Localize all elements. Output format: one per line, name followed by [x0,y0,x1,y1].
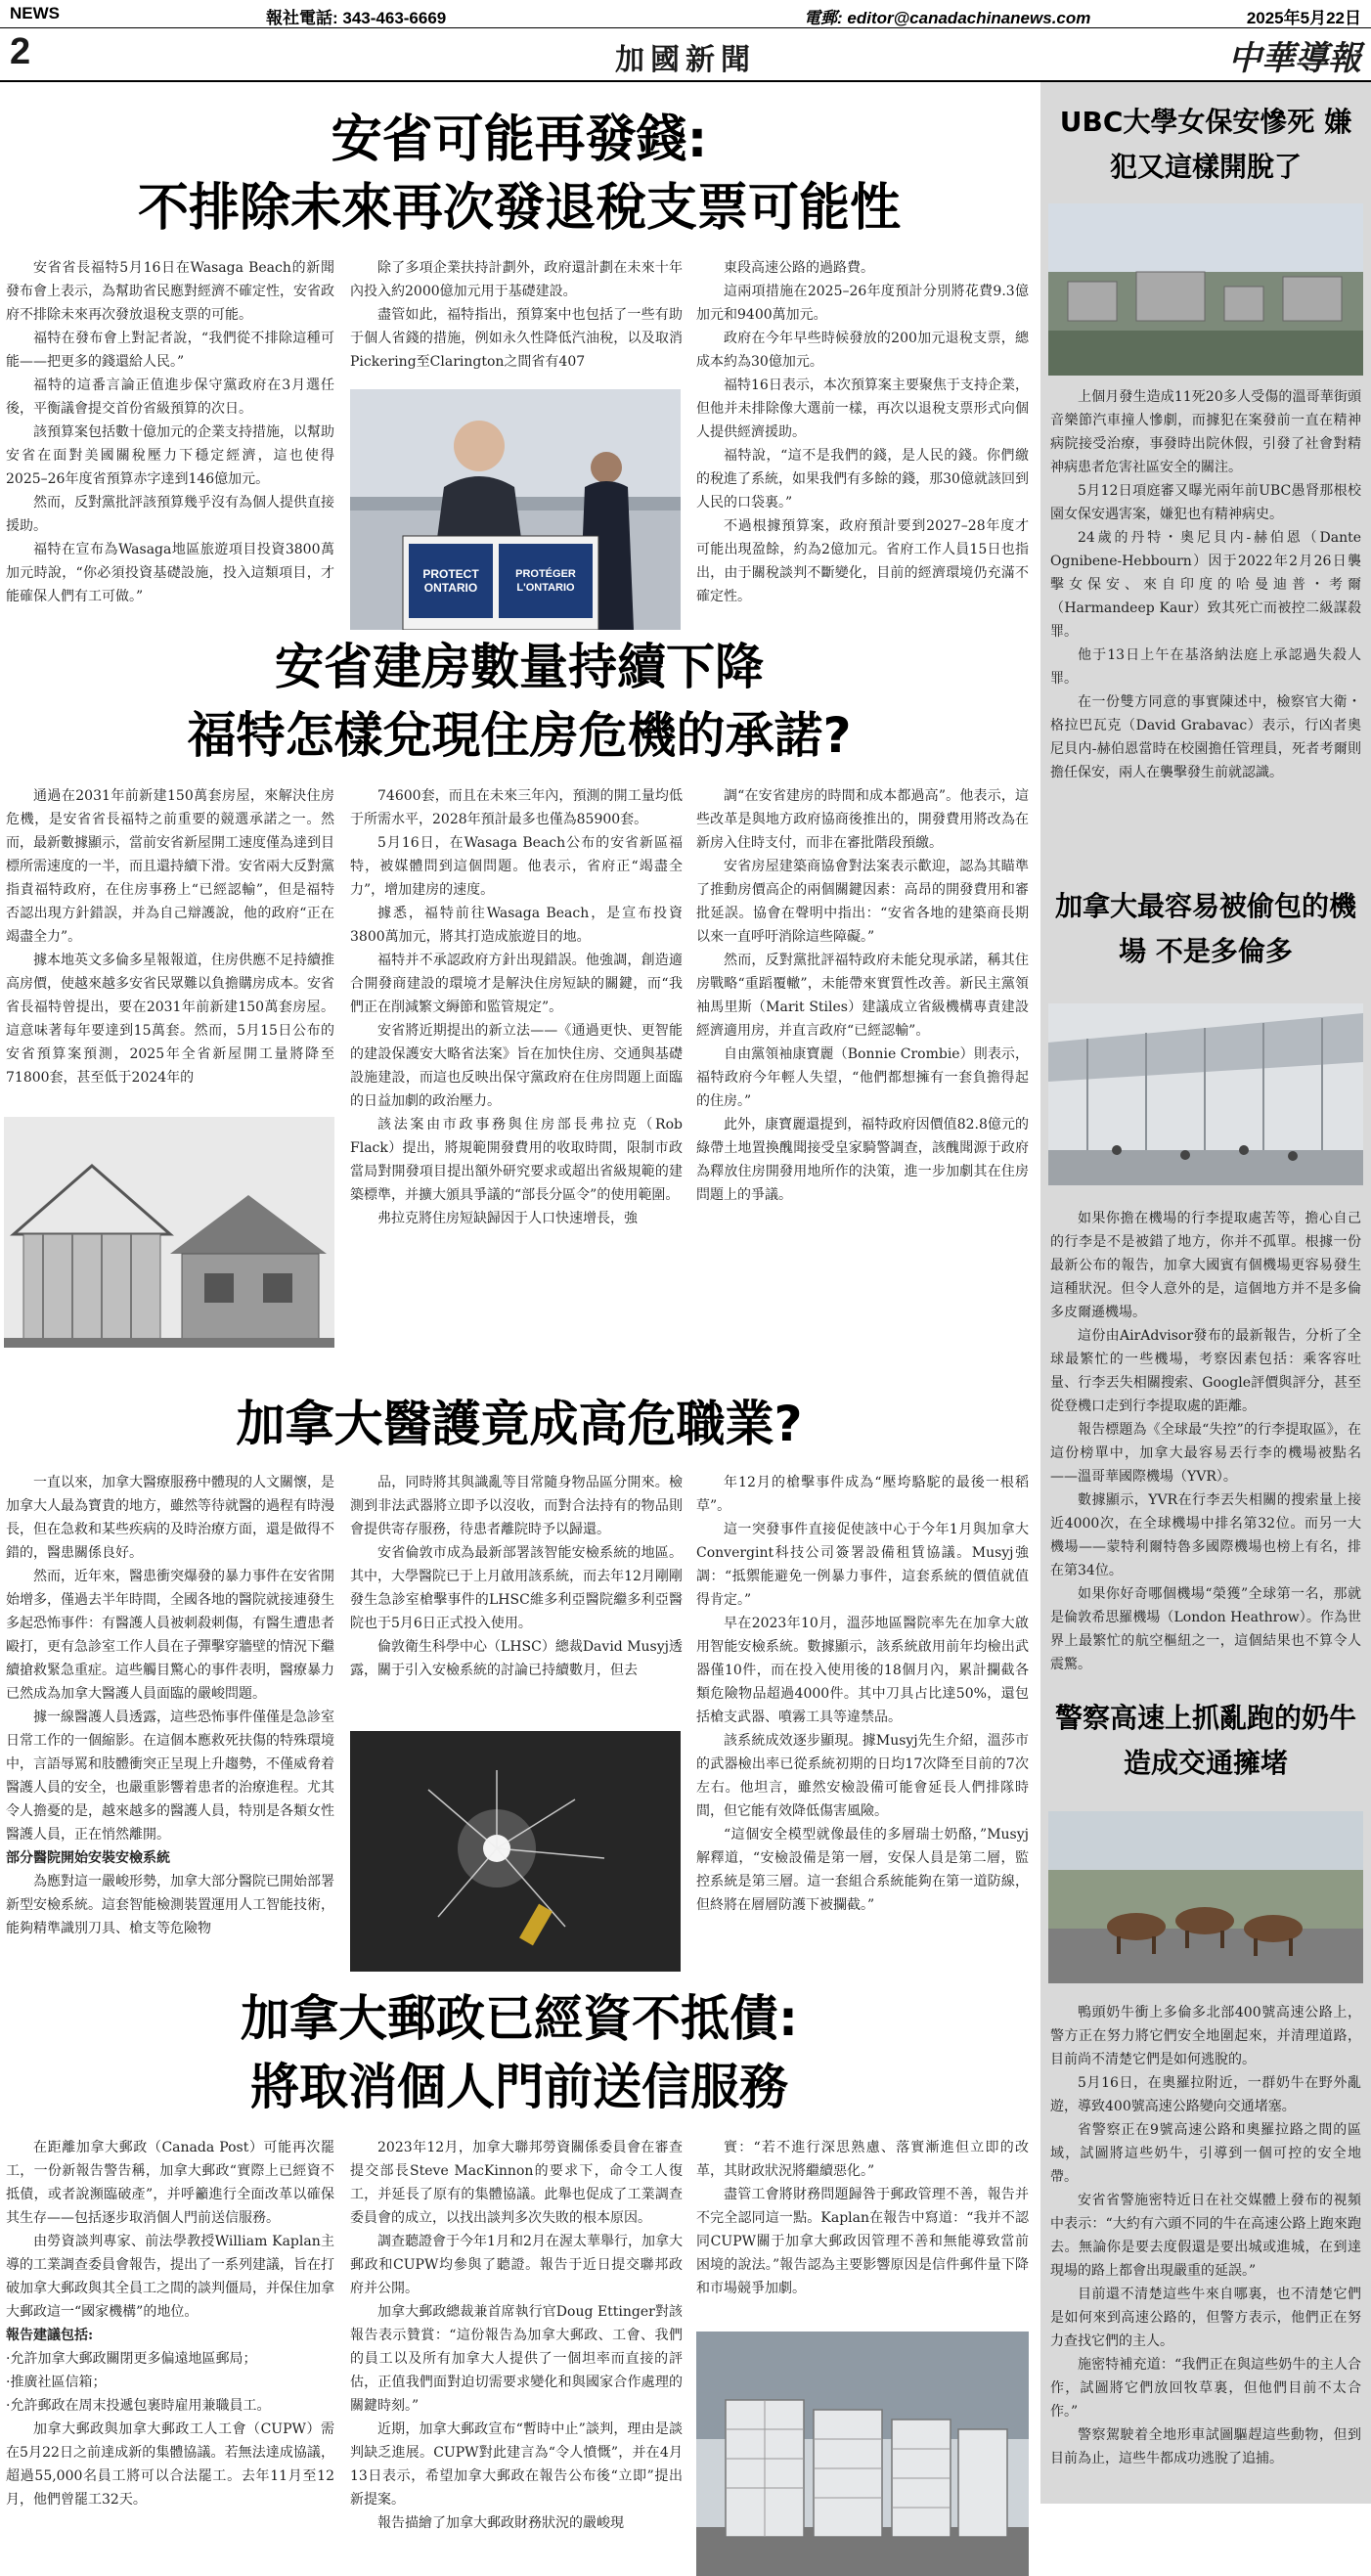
paragraph: 報告標題為《全球最“失控”的行李提取區》，在這份榜單中，加拿大最容易丟行李的機場被點名——溫哥華國際機場（YVR）。 [1050,1422,1361,1485]
article-column [696,784,1029,1207]
paragraph: 2023年12月，加拿大聯邦勞資關係委員會在審查提交部長Steve MacKinnon的要求下，命令工人復工，并延長了原有的集體協議。此舉也促成了工業調查委員會的成立，以找出談判多次失敗的根本原因。 [350,2140,683,2226]
paragraph: 福特說，“這不是我們的錢，是人民的錢。你們繳的稅進了系統，如果我們有多餘的錢，那30億就該回到人民的口袋裏。” [696,448,1029,511]
paragraph: 除了多項企業扶持計劃外，政府還計劃在未來十年內投入約2000億加元用于基礎建設。 [350,260,683,299]
paragraph: 5月16日，在Wasaga Beach公布的安省新區福特，被媒體問到這個問題。他表示，省府正“竭盡全力”，增加建房的速度。 [350,835,683,898]
article-column [350,784,683,1230]
recommendations-title: 報告建議包括: [6,2328,94,2343]
paragraph: 據本地英文多倫多星報報道，住房供應不足持續推高房價，使越來越多安省民眾難以負擔購房成本。安省省長福特曾提出，要在2031年前新建150萬套房屋。這意味著每年要達到15萬套。然而，5月15日公布的安省預算案預測，2025年全省新屋開工量將降至71800套，甚至低于2024年的 [6,953,334,1086]
paragraph: 福特并不承認政府方針出現錯誤。他強調，創造適合開發商建設的環境才是解決住房短缺的關鍵，而“我們正在削減繁文縟節和監管規定”。 [350,953,683,1015]
paragraph: 調查聽證會于今年1月和2月在渥太華舉行，加拿大郵政和CUPW均參與了聽證。報告于近日提交聯邦政府并公開。 [350,2234,683,2296]
paragraph: 福特在發布會上對記者說，“我們從不排除這種可能——把更多的錢還給人民。” [6,331,334,370]
paragraph: 目前還不清楚這些牛來自哪裏，也不清楚它們是如何來到高速公路的，但警方表示，他們正在努力查找它們的主人。 [1050,2287,1361,2349]
paragraph: 數據顯示，YVR在行李丟失相關的搜索量上接近4000次，在全球機場中排名第32位。而另一大機場——蒙特利爾特魯多國際機場也榜上有名，排在第34位。 [1050,1492,1361,1578]
paragraph: 安省倫敦市成為最新部署該智能安檢系統的地區。其中，大學醫院已于上月啟用該系統，而去年12月剛剛發生急診室槍擊事件的LHSC維多利亞醫院繼多利亞醫院也于5月6日正式投入使用。 [350,1545,683,1631]
sidebar-headline: 加拿大最容易被偷包的機場 不是多倫多 [1054,890,1356,967]
article-column [350,2136,683,2535]
cows-highway-illustration [1048,1811,1363,1983]
paragraph: 該系統成效逐步顯現。據Musyj先生介紹，溫莎市的武器檢出率已從系統初期的日均17次降至目前的7次左右。他坦言，雖然安檢設備可能會延長人們排隊時間，但它能有效降低傷害風險。 [696,1733,1029,1819]
article-column [6,2136,334,2511]
paragraph: 不過根據預算案，政府預計要到2027–28年度才可能出現盈餘，約為2億加元。省府工作人員15日也指出，由于關稅談判不斷變化，目前的經濟環境仍充滿不確定性。 [696,518,1029,604]
paragraph: 在距離加拿大郵政（Canada Post）可能再次罷工，一份新報告警告稱，加拿大郵政“實際上已經資不抵債，或者說瀕臨破產”，并呼籲進行全面改革以確保其生存——包括逐步取消個人門前送信服務。 [6,2140,334,2226]
article-headline: 加拿大醫護竟成高危職業? [236,1396,803,1452]
paragraph: 據悉，福特前往Wasaga Beach，是宣布投資3800萬加元，將其打造成旅遊目的地。 [350,906,683,945]
paragraph: 近期，加拿大郵政宣布“暫時中止”談判，理由是談判缺乏進展。CUPW對此建言為“令人憤慨”，并在4月13日表示，希望加拿大郵政在報告公布後“立即”提出新提案。 [350,2421,683,2508]
paragraph: 然而，反對黨批評福特政府未能兌現承諾，稱其住房戰略“重蹈覆轍”，未能帶來實質性改善。新民主黨領袖馬里斯（Marit Stiles）建議成立省級機構專責建設經濟適用房，并直言政府“已經認輸”。 [696,953,1029,1039]
paragraph: 弗拉克將住房短缺歸因于人口快速增長，強 [377,1211,638,1226]
bullet-hole-illustration [350,1731,681,1972]
photo-cows-highway [1048,1811,1363,1983]
article-headline-line2: 將取消個人門前送信服務 [250,2059,788,2115]
recommendation-item: ·允許郵政在周末投遞包裹時雇用兼職員工。 [6,2398,271,2414]
paragraph: 鴨頭奶牛衝上多倫多北部400號高速公路上，警方正在努力將它們安全地圍起來，并清理道路，目前尚不清楚它們是如何逃脫的。 [1050,2005,1361,2067]
ubc-campus-illustration [1048,203,1363,376]
paragraph: 省警察正在9號高速公路和奧羅拉路之間的區域，試圖將這些奶牛，引導到一個可控的安全地帶。 [1050,2122,1361,2185]
paragraph: 然而，反對黨批評該預算幾乎沒有為個人提供直接援助。 [6,495,334,534]
paragraph: 加拿大郵政與加拿大郵政工人工會（CUPW）需在5月22日之前達成新的集體協議。若無法達成協議，超過55,000名員工將可以合法罷工。去年11月至12月，他們曾罷工32天。 [6,2421,334,2508]
paragraph: 政府在今年早些時候發放的200加元退稅支票，總成本約為30億加元。 [696,331,1029,370]
article-column [696,1471,1029,1917]
section-title: 加國新聞 [615,43,756,77]
article-headline: 安省可能再發錢: [331,111,708,169]
paragraph: 據一線醫護人員透露，這些恐怖事件僅僅是急診室日常工作的一個縮影。在這個本應救死扶傷的特殊環境中，言語辱罵和肢體衝突正呈現上升趨勢，不僅威脅着醫護人員的安全，也嚴重影響着患者的治療進程。尤其令人擔憂的是，越來越多的醫護人員，特別是各類女性醫護人員，正在悄然離開。 [6,1710,334,1843]
paragraph: 早在2023年10月，溫莎地區醫院率先在加拿大啟用智能安檢系統。數據顯示，該系統啟用前年均檢出武器僅10件，而在投入使用後的18個月內，累計攔截各類危險物品超過4000件。其中刀具占比達50%，還包括槍支武器、噴霧工具等違禁品。 [696,1616,1029,1725]
podium-sign-french: PROTÉGER L'ONTARIO [515,568,576,594]
paragraph: 在一份雙方同意的事實陳述中，檢察官大衛・格拉巴瓦克（David Grabavac）表示，行凶者奧尼貝内-赫伯恩當時在校園擔任管理員，死者考爾則擔任保安，兩人在襲擊發生前就認識。 [1050,694,1361,780]
paragraph: 品，同時將其與識亂等目常隨身物品區分開來。檢測到非法武器將立即予以沒收，而對合法持有的物品則會提供寄存服務，待患者離院時予以歸還。 [350,1475,683,1537]
paragraph: 安省將近期提出的新立法——《通過更快、更智能的建設保護安大略省法案》旨在加快住房、交通與基礎設施建設，而這也反映出保守黨政府在住房問題上面臨的日益加劇的政治壓力。 [350,1023,683,1109]
main-news-area [0,82,1039,2531]
paragraph: 5月12日項庭審又曝光兩年前UBC愚肾那根校園女保安遇害案，嫌犯也有精神病史。 [1050,483,1361,522]
paragraph: 福特的這番言論正值進步保守黨政府在3月選任後，平衡議會提交首份省級預算的次日。 [6,378,334,417]
paragraph: 為應對這一嚴峻形勢，加拿大部分醫院已開始部署新型安檢系統。這套智能檢測裝置運用人工智能技術，能夠精準識別刀具、槍支等危險物 [6,1874,334,1936]
phone-number: 報社電話: 343-463-6669 [266,9,447,27]
photo-airport-terminal [1048,1003,1363,1185]
paragraph: 該預算案包括數十億加元的企業支持措施，以幫助安省在面對美國關稅壓力下穩定經濟，這也使得2025–26年度省預算赤字達到146億加元。 [6,424,334,487]
sidebar-story-text [1050,1207,1361,1676]
article-headline: 加拿大郵政已經資不抵債: [241,1990,798,2047]
paragraph: 5月16日，在奧羅拉附近，一群奶牛在野外亂遊，導致400號高速公路變向交通堵塞。 [1050,2075,1361,2114]
sidebar-headline: 警察高速上抓亂跑的奶牛 造成交通擁堵 [1054,1702,1356,1779]
podium-sign-english: PROTECT ONTARIO [422,567,479,595]
paragraph: 此外，康寶麗還提到，福特政府因價值82.8億元的綠帶土地置換醜聞接受皇家騎警調查，該醜聞源于政府為釋放住房開發用地所作的決策，進一步加劇其在住房問題上的爭議。 [696,1117,1029,1203]
house-construction-illustration [4,1117,334,1348]
paragraph: 安省省警施密特近日在社交媒體上發布的視頻中表示：“大約有六頭不同的牛在高速公路上跑來跑去。無論你是要去度假還是要出城或進城，在到達現場的路上都會出現嚴重的延誤。” [1050,2193,1361,2279]
paragraph: 如果你好奇哪個機場“榮獲”全球第一名，那就是倫敦希思羅機場（London Heathrow）。作為世界上最繁忙的航空樞紐之一，這個結果也不算令人震驚。 [1050,1586,1361,1672]
paragraph: “這個安全模型就像最佳的多層瑞士奶酪，”Musyj解釋道，“安檢設備是第一層，安保人員是第二層，監控系統是第三層。這一套組合系統能夠在第一道防線，但終將在層層防護下被攔截。” [696,1827,1029,1913]
paragraph: 該法案由市政事務與住房部長弗拉克（Rob Flack）提出，將規範開發費用的收取時間，限制市政當局對開發項目提出額外研究要求或超出省級規範的建築標準，并擴大頒具爭議的“部長分區令”的使用範圍。 [350,1117,683,1203]
paragraph: 倫敦衛生科學中心（LHSC）總裁David Musyj透露，關于引入安檢系統的討論已持續數月，但去 [350,1639,683,1678]
article-column [6,256,334,608]
paragraph: 一直以來，加拿大醫療服務中體現的人文關懷，是加拿大人最為寶貴的地方，雖然等待就醫的過程有時漫長，但在急救和某些疾病的及時治療方面，還是做得不錯的，醫患關係良好。 [6,1475,334,1561]
paragraph: 通過在2031年前新建150萬套房屋，來解決住房危機，是安省省長福特之前重要的競選承諾之一。然而，最新數據顯示，當前安省新屋開工速度僅為達到目標所需速度的一半，而且還持續下滑。安省兩大反對黨指責福特政府，在住房事務上“已經認輸”，但是福特否認出現方針錯誤，并為自己辯護說，他的政府“正在竭盡全力”。 [6,788,334,945]
article-column [6,784,334,1089]
masthead-logo: 中華導報 [1228,39,1361,78]
photo-premier-podium [350,389,681,630]
paragraph: 實：“若不進行深思熟慮、落實漸進但立即的改革，其財政狀況將繼續惡化。” [696,2140,1029,2179]
paragraph: 24歲的丹特・奧尼貝内-赫伯恩（Dante Ognibene-Hebbourn）因于2022年2月26日襲擊女保安、來自印度的哈曼迪普・考爾（Harmandeep Kaur）致其死亡而被控二級謀殺罪。 [1050,530,1361,640]
paragraph: 這兩項措施在2025–26年度預計分別將花費9.3億加元和9400萬加元。 [696,284,1029,323]
section-header [0,27,1371,82]
article-headline-line2: 福特怎樣兌現住房危機的承諾? [187,707,852,764]
article-column [696,2136,1029,2300]
article-subheading: 部分醫院開始安裝安檢系統 [6,1850,170,1866]
paragraph: 福特在宣布為Wasaga地區旅遊項目投資3800萬加元時說，“你必須投資基礎設施，投入這類項目，才能確保人們有工可做。” [6,542,334,604]
page-number: 2 [10,31,31,72]
article-column [6,1471,334,1940]
sidebar-story-text [1050,385,1361,784]
sidebar-headline: UBC大學女保安慘死 嫌犯又這樣開脫了 [1059,106,1352,183]
paragraph: 東段高速公路的過路費。 [724,260,874,276]
top-info-bar [0,0,1371,28]
paragraph: 施密特補充道：“我們正在與這些奶牛的主人合作，試圖將它們放回牧草裏，但他們目前不太合作。” [1050,2357,1361,2420]
article-column [696,256,1029,608]
paragraph: 盡管如此，福特指出，預算案中也包括了一些有助于個人省錢的措施，例如永久性降低汽油稅，以及取消Pickering至Clarington之間省有407 [350,307,683,370]
sidebar-story-text [1050,2001,1361,2470]
paragraph: 74600套，而且在未來三年內，預測的開工量均低于所需水平，2028年預計最多也僅為85900套。 [350,788,683,827]
airport-terminal-illustration [1048,1003,1363,1185]
photo-house-construction [4,1117,334,1348]
recommendation-item: ·允許加拿大郵政關閉更多偏遠地區郵局； [6,2351,257,2367]
paragraph: 安省房屋建築商協會對法案表示歡迎，認為其瞄準了推動房價高企的兩個關鍵因素：高昂的開發費用和審批延誤。協會在聲明中指出：“安省各地的建築商長期以來一直呼吁消除這些障礙。” [696,859,1029,945]
paragraph: 安省省長福特5月16日在Wasaga Beach的新聞發布會上表示，為幫助省民應對經濟不確定性，安省政府不排除未來再次發放退稅支票的可能。 [6,260,334,323]
paragraph: 由勞資談判專家、前法學教授William Kaplan主導的工業調查委員會報告，提出了一系列建議，旨在打破加拿大郵政與其全員工之間的談判僵局，并保住加拿大郵政這一“國家機構”的地位。 [6,2234,334,2320]
paragraph: 調“在安省建房的時間和成本都過高”。他表示，這些改革是與地方政府協商後推出的，開發費用將改為在新房入住時支付，而非在審批階段預繳。 [696,788,1029,851]
paragraph: 福特16日表示，本次預算案主要聚焦于支持企業，但他并未排除像大選前一樣，再次以退稅支票形式向個人提供經濟援助。 [696,378,1029,440]
article-column [350,256,683,374]
issue-date: 2025年5月22日 [1246,9,1361,27]
paragraph: 如果你擔在機場的行李提取處苦等，擔心自己的行李是不是被錯了地方，你并不孤單。根據一份最新公布的報告，加拿大國賓有個機場更容易發生這種狀況。但令人意外的是，這個地方并不是多倫多皮爾遜機場。 [1050,1211,1361,1320]
sidebar-news [1040,82,1371,2504]
paragraph: 加拿大郵政總裁兼首席執行官Doug Ettinger對該報告表示贊賞：“這份報告為加拿大郵政、工會、我們的員工以及所有加拿大人提供了一個坦率而直接的評估，正值我們面對迫切需要求變化和與國家合作處理的關鍵時刻。” [350,2304,683,2414]
photo-bullet-hole [350,1731,681,1972]
paragraph: 然而，近年來，醫患衝突爆發的暴力事件在安省開始增多，僅過去半年時間，全國各地的醫院就接連發生多起恐怖事件：有醫護人員被刺殺刺傷，有醫生遭患者毆打，更有急診室工作人員在子彈擊穿牆壁的情況下繼續搶救緊急重症。這些觸目驚心的事件表明，醫療暴力已然成為加拿大醫護人員面臨的嚴峻問題。 [6,1569,334,1702]
paragraph: 這份由AirAdvisor發布的最新報告，分析了全球最繁忙的一些機場，考察因素包括：乘客容吐量、行李丟失相關搜索、Google評價與評分，甚至從登機口走到行李提取處的距離。 [1050,1328,1361,1414]
news-label: NEWS [10,4,60,22]
article-column [350,1471,683,1682]
paragraph: 報告描繪了加拿大郵政財務狀況的嚴峻現 [377,2515,624,2531]
recommendation-item: ·推廣社區信箱； [6,2375,107,2390]
article-headline-line2: 不排除未來再次發退稅支票可能性 [137,179,901,238]
paragraph: 這一突發事件直接促使該中心于今年1月與加拿大Convergint科技公司簽署設備租賃協議。Musyj強調：“抵禦能避免一例暴力事件，這套系統的價值就值得肯定。” [696,1522,1029,1608]
paragraph: 上個月發生造成11死20多人受傷的溫哥華街頭音樂節汽車撞人慘劇，而據犯在案發前一直在精神病院接受治療，事發時出院休假，引發了社會對精神病患者危害社區安全的關注。 [1050,389,1361,475]
paragraph: 他于13日上午在基洛納法庭上承認過失殺人罪。 [1050,647,1361,687]
paragraph: 年12月的槍擊事件成為“壓垮駱駝的最後一根稻草”。 [696,1475,1029,1514]
photo-community-mailboxes [696,2332,1029,2576]
photo-ubc-campus [1048,203,1363,376]
article-headline: 安省建房數量持續下降 [275,639,764,695]
paragraph: 警察駕駛着全地形車試圖驅趕這些動物，但到目前為止，這些牛都成功逃脫了追捕。 [1050,2427,1361,2466]
paragraph: 自由黨領袖康寶麗（Bonnie Crombie）則表示，福特政府今年輕人失望，“他們都想擁有一套負擔得起的住房。” [696,1046,1029,1109]
paragraph: 盡管工會將財務問題歸咎于郵政管理不善，報告并不完全認同這一點。Kaplan在報告中寫道：“我并不認同CUPW關于加拿大郵政因管理不善和無能導致當前困境的說法。”報告認為主要影響原因是信件郵件量下降和市場競爭加劇。 [696,2187,1029,2296]
email-address[interactable]: 電郵: editor@canadachinanews.com [804,9,1091,27]
mailboxes-illustration [696,2332,1029,2576]
